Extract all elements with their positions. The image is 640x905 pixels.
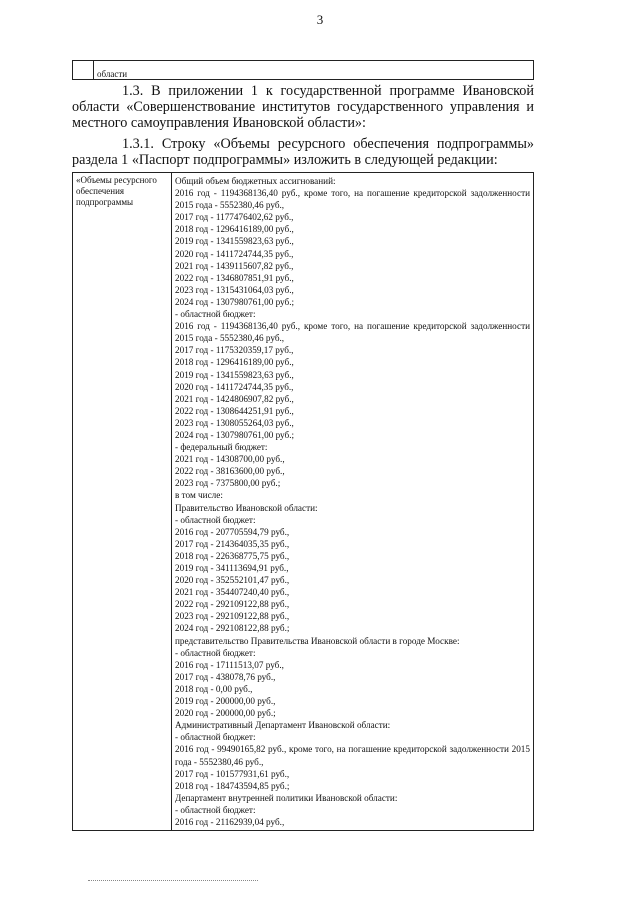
funding-line: Департамент внутренней политики Ивановской области: (175, 792, 398, 803)
funding-line: 2017 год - 214364035,35 руб., (175, 538, 290, 549)
funding-line: 2017 год - 101577931,61 руб., (175, 768, 290, 779)
funding-line: Правительство Ивановской области: (175, 502, 318, 513)
funding-line: представительство Правительства Ивановской области в городе Москве: (175, 635, 460, 646)
funding-line: 2022 год - 1346807851,91 руб., (175, 272, 294, 283)
previous-table-fragment (72, 60, 534, 80)
funding-line: 2019 год - 200000,00 руб., (175, 696, 276, 707)
funding-line: 2024 год - 1307980761,00 руб.; (175, 296, 295, 307)
funding-line: 2016 год - 21162939,04 руб., (175, 816, 285, 827)
funding-line: - областной бюджет: (175, 732, 256, 743)
table-cell-oblasti: области (94, 61, 534, 80)
funding-line: 2020 год - 1411724744,35 руб., (175, 248, 294, 259)
funding-line: 2024 год - 292108122,88 руб.; (175, 623, 290, 634)
funding-line: 2016 год - 1194368136,40 руб., кроме того, на погашение кредиторской задолженности 2015 года - 5552380,46 руб., (175, 188, 530, 211)
funding-line: 2021 год - 354407240,40 руб., (175, 587, 290, 598)
funding-lines (175, 175, 530, 828)
funding-line: Административный Департамент Ивановской области: (175, 720, 391, 731)
page-number: 3 (316, 12, 324, 27)
funding-line: 2018 год - 1296416189,00 руб., (175, 357, 294, 368)
funding-line: - областной бюджет: (175, 804, 256, 815)
amendment-paragraph-2: 1.3.1. Строку «Объемы ресурсного обеспечения подпрограммы» раздела 1 «Паспорт подпрограммы» изложить в следующей редакции: (72, 136, 534, 168)
scan-artifact (88, 880, 258, 885)
funding-line: 2022 год - 1308644251,91 руб., (175, 405, 294, 416)
funding-line: 2019 год - 1341559823,63 руб., (175, 369, 294, 380)
resource-table (72, 172, 534, 831)
funding-line: 2023 год - 292109122,88 руб., (175, 611, 290, 622)
funding-line: 2020 год - 200000,00 руб.; (175, 708, 276, 719)
funding-line: - областной бюджет: (175, 514, 256, 525)
amendment-paragraph-1: 1.3. В приложении 1 к государственной программе Ивановской области «Совершенствование институтов государственного управления и местного самоуправления Ивановской области»: (72, 83, 534, 131)
funding-line: 2018 год - 226368775,75 руб., (175, 550, 290, 561)
funding-line: 2024 год - 1307980761,00 руб.; (175, 429, 295, 440)
funding-line: 2017 год - 438078,76 руб., (175, 671, 276, 682)
funding-line: 2019 год - 1341559823,63 руб., (175, 236, 294, 247)
funding-line: 2023 год - 1315431064,03 руб., (175, 284, 294, 295)
funding-line: - федеральный бюджет: (175, 442, 268, 453)
funding-line: Общий объем бюджетных ассигнований: (175, 176, 336, 186)
funding-line: в том числе: (175, 490, 223, 501)
funding-line: - областной бюджет: (175, 647, 256, 658)
funding-line: 2016 год - 99490165,82 руб., кроме того, на погашение кредиторской задолженности 2015 года - 5552380,46 руб., (175, 744, 530, 767)
funding-content (172, 173, 534, 831)
funding-line: 2021 год - 1439115607,82 руб., (175, 260, 294, 271)
empty-cell (73, 61, 94, 80)
funding-line: 2019 год - 341113694,91 руб., (175, 563, 289, 573)
funding-line: 2022 год - 292109122,88 руб., (175, 599, 290, 610)
funding-line: 2017 год - 1177476402,62 руб., (175, 212, 294, 223)
funding-line: 2023 год - 7375800,00 руб.; (175, 478, 281, 489)
funding-line: 2023 год - 1308055264,03 руб., (175, 417, 294, 428)
funding-line: 2016 год - 1194368136,40 руб., кроме того, на погашение кредиторской задолженности 2015 года - 5552380,46 руб., (175, 321, 530, 344)
funding-line: 2021 год - 1424806907,82 руб., (175, 393, 294, 404)
funding-line: 2020 год - 352552101,47 руб., (175, 575, 290, 586)
row-label: «Объемы ресурсного обеспечения подпрограммы (73, 173, 172, 831)
funding-line: 2018 год - 1296416189,00 руб., (175, 224, 294, 235)
funding-line: - областной бюджет: (175, 309, 256, 320)
funding-line: 2018 год - 184743594,85 руб.; (175, 780, 290, 791)
funding-line: 2017 год - 1175320359,17 руб., (175, 345, 294, 356)
funding-line: 2021 год - 14308700,00 руб., (175, 454, 285, 465)
funding-line: 2022 год - 38163600,00 руб., (175, 466, 285, 477)
funding-line: 2020 год - 1411724744,35 руб., (175, 381, 294, 392)
funding-line: 2018 год - 0,00 руб., (175, 683, 253, 694)
funding-line: 2016 год - 207705594,79 руб., (175, 526, 290, 537)
funding-line: 2016 год - 17111513,07 руб., (175, 659, 284, 670)
